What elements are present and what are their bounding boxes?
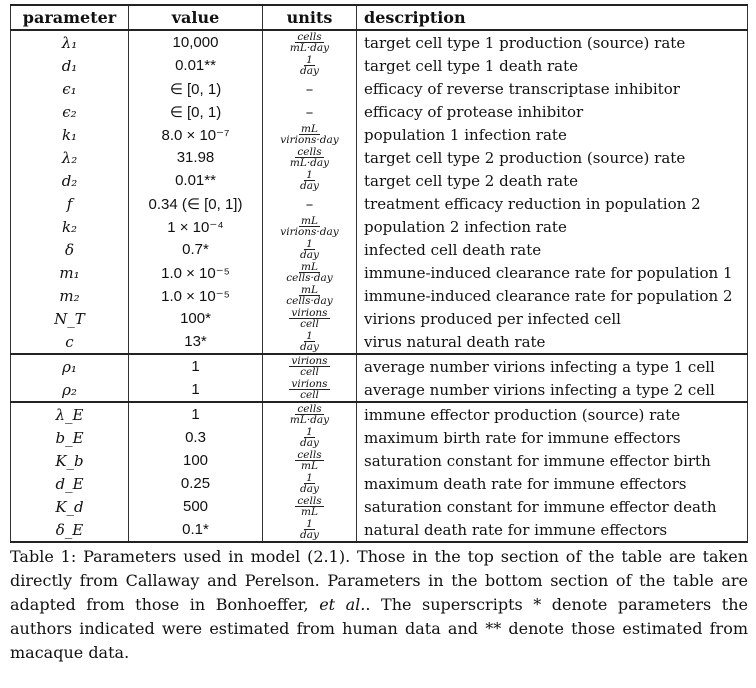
- units-denominator: day: [300, 65, 319, 77]
- units-denominator: cells·day: [286, 295, 333, 307]
- units-fraction: [278, 124, 340, 145]
- parameter-units: [263, 402, 357, 426]
- units-denominator: mL: [301, 460, 318, 472]
- parameter-value: 1: [129, 354, 263, 378]
- parameter-units: [263, 123, 357, 146]
- parameter-description: immune effector production (source) rate: [357, 402, 748, 426]
- parameter-value: ∈ [0, 1): [129, 77, 263, 100]
- parameter-symbol: K_b: [11, 449, 129, 472]
- parameter-description: saturation constant for immune effector birth: [357, 449, 748, 472]
- units-denominator: day: [300, 529, 319, 541]
- units-numerator: cells: [297, 495, 322, 507]
- units-fraction: [298, 519, 321, 540]
- parameter-description: immune-induced clearance rate for population 1: [357, 261, 748, 284]
- table-row: [11, 146, 748, 169]
- parameter-units: [263, 449, 357, 472]
- table-row: [11, 307, 748, 330]
- units-denominator: day: [300, 249, 319, 261]
- parameter-units: –: [263, 100, 357, 123]
- table-row: [11, 215, 748, 238]
- units-denominator: mL·day: [289, 42, 330, 54]
- parameter-description: immune-induced clearance rate for population 2: [357, 284, 748, 307]
- parameter-value: 500: [129, 495, 263, 518]
- parameter-units: [263, 261, 357, 284]
- units-fraction: [298, 427, 321, 448]
- table-row: [11, 518, 748, 542]
- table-row: [11, 100, 748, 123]
- units-numerator: 1: [306, 238, 313, 250]
- units-denominator: cells·day: [286, 272, 333, 284]
- parameter-value: 0.25: [129, 472, 263, 495]
- table-caption: [10, 545, 748, 665]
- parameter-symbol: λ₂: [11, 146, 129, 169]
- parameter-description: target cell type 2 production (source) rate: [357, 146, 748, 169]
- units-numerator: cells: [297, 146, 322, 158]
- units-fraction: [298, 473, 321, 494]
- parameter-value: 13*: [129, 330, 263, 354]
- units-fraction: [284, 285, 334, 306]
- parameter-value: 1: [129, 378, 263, 402]
- units-numerator: mL: [301, 261, 318, 273]
- parameter-symbol: d₂: [11, 169, 129, 192]
- caption-text-part-2: . The superscripts * denote parameters the authors indicated were estimated from human data and ** denote those estimated from macaque data.: [10, 595, 749, 662]
- parameter-symbol: K_d: [11, 495, 129, 518]
- parameter-description: efficacy of protease inhibitor: [357, 100, 748, 123]
- parameter-units: [263, 307, 357, 330]
- parameter-description: average number virions infecting a type 1 cell: [357, 354, 748, 378]
- parameter-value: 8.0 × 10⁻⁷: [129, 123, 263, 146]
- units-fraction: [284, 262, 334, 283]
- units-denominator: mL: [301, 506, 318, 518]
- table-row: [11, 472, 748, 495]
- header-value: value: [129, 5, 263, 30]
- units-numerator: 1: [306, 472, 313, 484]
- parameter-value: 0.1*: [129, 518, 263, 542]
- parameter-symbol: d_E: [11, 472, 129, 495]
- parameter-units: [263, 215, 357, 238]
- parameter-units: [263, 378, 357, 402]
- parameter-symbol: λ_E: [11, 402, 129, 426]
- parameter-value: 100: [129, 449, 263, 472]
- units-numerator: 1: [306, 518, 313, 530]
- parameter-description: target cell type 2 death rate: [357, 169, 748, 192]
- parameter-symbol: δ_E: [11, 518, 129, 542]
- table-row: [11, 192, 748, 215]
- parameter-symbol: m₁: [11, 261, 129, 284]
- parameter-units: [263, 238, 357, 261]
- units-denominator: virions·day: [280, 226, 339, 238]
- units-fraction: [278, 216, 340, 237]
- table-row: [11, 449, 748, 472]
- parameter-symbol: N_T: [11, 307, 129, 330]
- parameter-symbol: δ: [11, 238, 129, 261]
- table-row: [11, 284, 748, 307]
- units-denominator: day: [300, 341, 319, 353]
- units-fraction: [298, 331, 321, 352]
- parameter-description: virus natural death rate: [357, 330, 748, 354]
- units-fraction: [289, 379, 329, 400]
- parameter-units: [263, 146, 357, 169]
- units-fraction: [295, 496, 323, 517]
- units-numerator: virions: [291, 307, 328, 319]
- parameter-description: virions produced per infected cell: [357, 307, 748, 330]
- parameter-value: 0.3: [129, 426, 263, 449]
- units-numerator: cells: [297, 403, 322, 415]
- parameter-units: [263, 518, 357, 542]
- table-row: [11, 426, 748, 449]
- parameter-value: 1: [129, 402, 263, 426]
- parameter-symbol: c: [11, 330, 129, 354]
- units-denominator: day: [300, 483, 319, 495]
- parameter-symbol: ρ₂: [11, 378, 129, 402]
- units-numerator: mL: [301, 123, 318, 135]
- parameter-description: infected cell death rate: [357, 238, 748, 261]
- parameter-description: population 2 infection rate: [357, 215, 748, 238]
- table-row: [11, 123, 748, 146]
- parameter-value: 0.7*: [129, 238, 263, 261]
- caption-text-part-1: Table 1: Parameters used in model (2.1). Those in the top section of the table are taken directly from Callaway and Perelson. Parameters in the bottom section of the table are adapted from those in Bonhoeffer,: [10, 547, 748, 614]
- parameter-description: saturation constant for immune effector death: [357, 495, 748, 518]
- parameter-symbol: λ₁: [11, 30, 129, 54]
- units-denominator: mL·day: [289, 414, 330, 426]
- header-parameter: parameter: [11, 5, 129, 30]
- parameter-units: [263, 169, 357, 192]
- parameter-symbol: ρ₁: [11, 354, 129, 378]
- units-numerator: 1: [306, 169, 313, 181]
- units-fraction: [298, 170, 321, 191]
- caption-et-al: et al.: [319, 595, 366, 614]
- parameter-description: population 1 infection rate: [357, 123, 748, 146]
- units-fraction: [289, 356, 329, 377]
- parameter-value: 100*: [129, 307, 263, 330]
- parameter-value: 1.0 × 10⁻⁵: [129, 284, 263, 307]
- parameter-symbol: k₁: [11, 123, 129, 146]
- parameter-symbol: b_E: [11, 426, 129, 449]
- parameter-value: 0.34 (∈ [0, 1]): [129, 192, 263, 215]
- units-numerator: virions: [291, 378, 328, 390]
- units-numerator: cells: [297, 31, 322, 43]
- units-numerator: cells: [297, 449, 322, 461]
- parameter-description: natural death rate for immune effectors: [357, 518, 748, 542]
- units-denominator: day: [300, 437, 319, 449]
- units-numerator: 1: [306, 54, 313, 66]
- table-row: [11, 330, 748, 354]
- units-fraction: [295, 450, 323, 471]
- parameter-symbol: ϵ₂: [11, 100, 129, 123]
- parameter-units: [263, 330, 357, 354]
- table-row: [11, 402, 748, 426]
- parameter-units: [263, 284, 357, 307]
- units-numerator: 1: [306, 330, 313, 342]
- parameter-value: 31.98: [129, 146, 263, 169]
- parameter-value: 1.0 × 10⁻⁵: [129, 261, 263, 284]
- parameter-description: efficacy of reverse transcriptase inhibitor: [357, 77, 748, 100]
- units-numerator: virions: [291, 355, 328, 367]
- parameter-symbol: m₂: [11, 284, 129, 307]
- parameter-symbol: k₂: [11, 215, 129, 238]
- parameter-description: target cell type 1 death rate: [357, 54, 748, 77]
- units-denominator: cell: [300, 366, 319, 378]
- table-row: [11, 30, 748, 54]
- parameter-value: ∈ [0, 1): [129, 100, 263, 123]
- parameter-units: [263, 30, 357, 54]
- units-denominator: day: [300, 180, 319, 192]
- parameter-value: 0.01**: [129, 169, 263, 192]
- parameter-value: 1 × 10⁻⁴: [129, 215, 263, 238]
- table-header-row: [11, 5, 748, 30]
- units-fraction: [288, 32, 331, 53]
- parameter-description: maximum death rate for immune effectors: [357, 472, 748, 495]
- header-units: units: [263, 5, 357, 30]
- parameter-symbol: f: [11, 192, 129, 215]
- parameter-value: 0.01**: [129, 54, 263, 77]
- units-fraction: [298, 239, 321, 260]
- table-row: [11, 169, 748, 192]
- units-denominator: virions·day: [280, 134, 339, 146]
- table-row: [11, 495, 748, 518]
- parameter-units: –: [263, 77, 357, 100]
- table-row: [11, 77, 748, 100]
- header-description: description: [357, 5, 748, 30]
- parameter-units: [263, 54, 357, 77]
- units-fraction: [298, 55, 321, 76]
- parameter-description: target cell type 1 production (source) rate: [357, 30, 748, 54]
- table-row: [11, 238, 748, 261]
- units-denominator: cell: [300, 318, 319, 330]
- units-fraction: [288, 404, 331, 425]
- parameter-units: [263, 426, 357, 449]
- parameter-table: [10, 4, 748, 543]
- table-body: [11, 30, 748, 542]
- table-row: [11, 54, 748, 77]
- parameter-description: treatment efficacy reduction in population 2: [357, 192, 748, 215]
- parameter-units: –: [263, 192, 357, 215]
- parameter-symbol: ϵ₁: [11, 77, 129, 100]
- units-fraction: [289, 308, 329, 329]
- units-numerator: mL: [301, 215, 318, 227]
- table-row: [11, 261, 748, 284]
- parameter-description: average number virions infecting a type 2 cell: [357, 378, 748, 402]
- units-fraction: [288, 147, 331, 168]
- parameter-units: [263, 495, 357, 518]
- parameter-value: 10,000: [129, 30, 263, 54]
- parameter-units: [263, 354, 357, 378]
- table-row: [11, 354, 748, 378]
- parameter-description: maximum birth rate for immune effectors: [357, 426, 748, 449]
- units-numerator: mL: [301, 284, 318, 296]
- units-numerator: 1: [306, 426, 313, 438]
- units-denominator: cell: [300, 389, 319, 401]
- table-row: [11, 378, 748, 402]
- parameter-symbol: d₁: [11, 54, 129, 77]
- units-denominator: mL·day: [289, 157, 330, 169]
- parameter-units: [263, 472, 357, 495]
